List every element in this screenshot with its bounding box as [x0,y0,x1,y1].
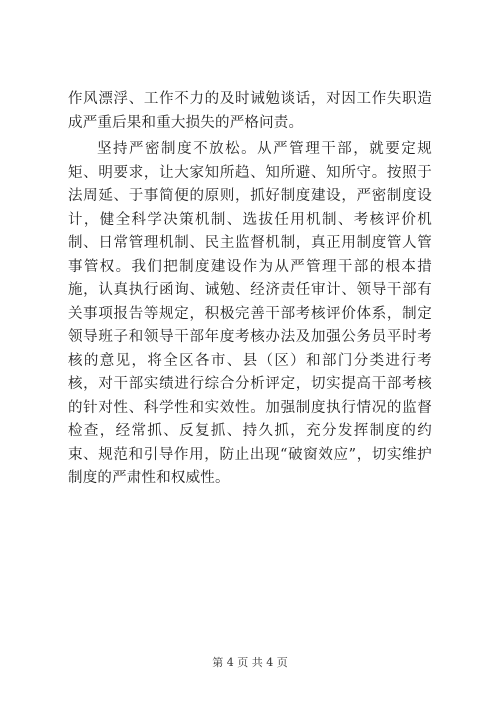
paragraph-continued: 作风漂浮、工作不力的及时诫勉谈话，对因工作失职造成严重后果和重大损失的严格问责。 [68,91,432,131]
page-footer-number: 第 4 页 共 4 页 [212,656,288,669]
document-body [68,88,432,491]
paragraph-strict-system: 坚持严密制度不放松。从严管理干部，就要定规矩、明要求，让大家知所趋、知所避、知所守。按照于法周延、于事简便的原则，抓好制度建设，严密制度设计，健全科学决策机制、选拔任用机制、考核评价机制、日常管理机制、民主监督机制，真正用制度管人管事管权。我们把制度建设作为从严管理干部的根本措施，认真执行函询、诫勉、经济责任审计、领导干部有关事项报告等规定，积极完善干部考核评价体系，制定领导班子和领导干部年度考核办法及加强公务员平时考核的意见，将全区各市、县（区）和部门分类进行考核，对干部实绩进行综合分析评定，切实提高干部考核的针对性、科学性和实效性。加强制度执行情况的监督检查，经常抓、反复抓、持久抓，充分发挥制度的约束、规范和引导作用，防止出现“破窗效应”，切实维护制度的严肃性和权威性。 [68,141,432,486]
